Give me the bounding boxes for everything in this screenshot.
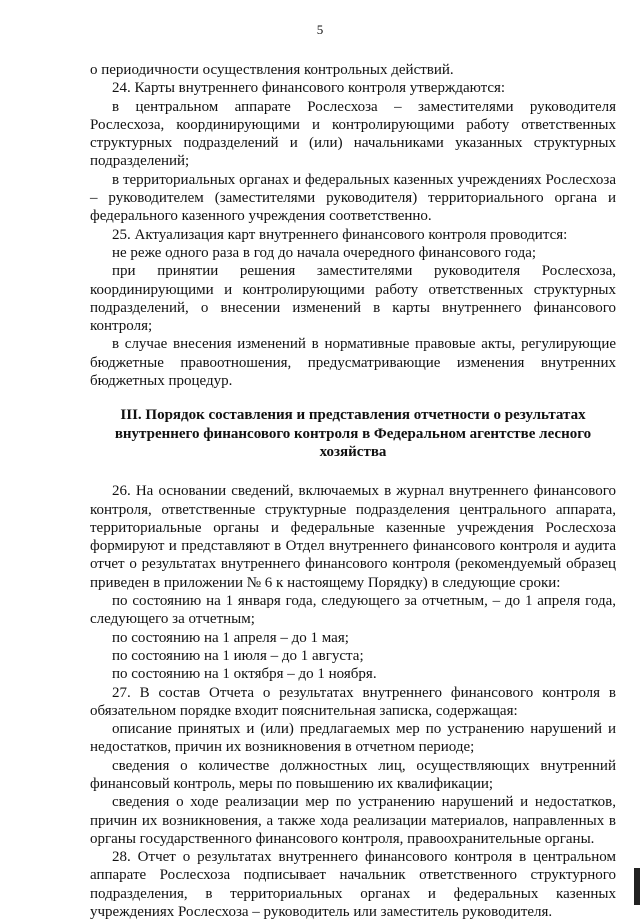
section-heading: III. Порядок составления и представления отчетности о результатах внутреннего финансового контроля в Федеральном агентстве лесного хозяйства xyxy=(114,407,592,460)
document-body xyxy=(90,61,616,921)
paragraph-item-24: 24. Карты внутреннего финансового контроля утверждаются: xyxy=(112,80,506,97)
paragraph: при принятии решения заместителями руководителя Рослесхоза, координирующими и контролирующими работу ответственных структурных подразделений, о внесении изменений в карты внутреннего финансового контроля; xyxy=(90,263,616,335)
paragraph-item-28: 28. Отчет о результатах внутреннего финансового контроля в центральном аппарате Рослесхоза подписывает начальник ответственного структурного подразделения, в территориальных органах и федеральных казенных учреждениях Рослесхоза – руководитель или заместитель руководителя. xyxy=(90,849,616,921)
paragraph: сведения о количестве должностных лиц, осуществляющих внутренний финансовый контроль, меры по повышению их квалификации; xyxy=(90,757,616,792)
paragraph-item-26: 26. На основании сведений, включаемых в журнал внутреннего финансового контроля, ответственные структурные подразделения центрального аппарата, территориальные органы и федеральные казенные учреждения Рослесхоза формируют и представляют в Отдел внутреннего финансового контроля и аудита отчет о результатах внутреннего финансового контроля (рекомендуемый образец приведен в приложении № 6 к настоящему Порядку) в следующие сроки: xyxy=(90,483,616,591)
paragraph-item-25: 25. Актуализация карт внутреннего финансового контроля проводится: xyxy=(112,226,568,243)
paragraph: сведения о ходе реализации мер по устранению нарушений и недостатков, причин их возникновения, а также хода реализации материалов, направленных в органы государственного финансового контроля, правоохранительные органы. xyxy=(90,794,616,847)
paragraph: в случае внесения изменений в нормативные правовые акты, регулирующие бюджетные правоотношения, предусматривающие изменения внутренних бюджетных процедур. xyxy=(90,336,616,390)
paragraph: не реже одного раза в год до начала очередного финансового года; xyxy=(112,244,537,261)
paragraph: в центральном аппарате Рослесхоза – заместителями руководителя Рослесхоза, координирующими и контролирующими работу ответственных структурных подразделений и (или) начальниками указанных структурных подразделений; xyxy=(90,98,616,170)
scan-edge-mark xyxy=(634,868,640,905)
paragraph: по состоянию на 1 апреля – до 1 мая; xyxy=(112,629,349,646)
page-number: 5 xyxy=(316,22,324,37)
paragraph: в территориальных органах и федеральных казенных учреждениях Рослесхоза – руководителем (заместителями руководителя) территориального органа и федерального казенного учреждения соответственно. xyxy=(90,171,616,225)
paragraph: по состоянию на 1 октября – до 1 ноября. xyxy=(112,666,377,683)
paragraph: по состоянию на 1 января года, следующего за отчетным, – до 1 апреля года, следующего за отчетным; xyxy=(90,593,616,628)
paragraph: о периодичности осуществления контрольных действий. xyxy=(90,62,454,78)
paragraph: по состоянию на 1 июля – до 1 августа; xyxy=(112,647,364,664)
paragraph-item-27: 27. В состав Отчета о результатах внутреннего финансового контроля в обязательном порядке входит пояснительная записка, содержащая: xyxy=(90,684,616,719)
paragraph: описание принятых и (или) предлагаемых мер по устранению нарушений и недостатков, причин их возникновения в отчетном периоде; xyxy=(90,721,616,756)
